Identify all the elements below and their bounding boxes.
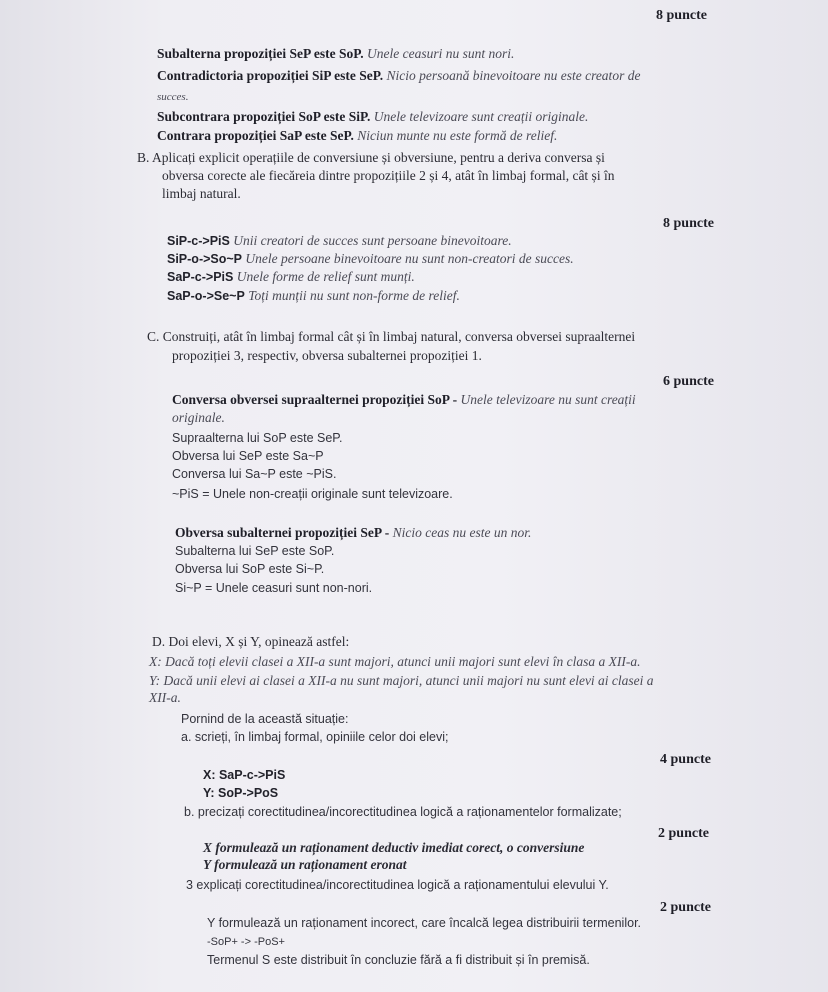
d-student-y-opinion-cont: XII-a. xyxy=(149,690,181,705)
d-b-points: 2 puncte xyxy=(658,826,709,841)
b-task-line-3: limbaj natural. xyxy=(162,186,241,201)
a-line-4-statement: Contrara propoziției SaP este SeP. xyxy=(157,128,354,143)
c-step-2: Obversa lui SeP este Sa~P xyxy=(172,449,324,463)
a-line-2 xyxy=(157,68,640,84)
b-task-line-2: obversa corecte ale fiecăreia dintre propozițiile 2 și 4, atât în limbaj formal, cât și în xyxy=(162,168,615,183)
c-substep-2: Obversa lui SoP este Si~P. xyxy=(175,562,325,576)
d-subtask-a: a. scrieți, în limbaj formal, opiniile celor doi elevi; xyxy=(181,730,449,744)
c-substep-1: Subalterna lui SeP este SoP. xyxy=(175,544,335,558)
b-answer-1-formal: SiP-c->PiS xyxy=(167,234,230,248)
d-subtask-b: b. precizați corectitudinea/incorectitudinea logică a raționamentelor formalizate; xyxy=(184,805,622,819)
d-c-answer-3: Termenul S este distribuit în concluzie fără a fi distribuit și în premisă. xyxy=(207,953,590,967)
c-heading-2-example: Nicio ceas nu este un nor. xyxy=(392,525,532,540)
d-c-answer-1: Y formulează un raționament incorect, care încalcă legea distribuirii termenilor. xyxy=(207,916,642,930)
c-points: 6 puncte xyxy=(663,374,714,389)
c-step-3: Conversa lui Sa~P este ~PiS. xyxy=(172,467,337,481)
b-points: 8 puncte xyxy=(663,216,714,231)
a-line-1-example: Unele ceasuri nu sunt nori. xyxy=(367,46,515,61)
c-heading-1-example: Unele televizoare nu sunt creații xyxy=(460,392,636,407)
a-line-3-example: Unele televizoare sunt creații originale. xyxy=(373,109,589,124)
c-heading-2-bold: Obversa subalternei propoziției SeP - xyxy=(175,525,390,540)
b-task-line-1: B. Aplicați explicit operațiile de conversiune și obversiune, pentru a deriva conversa și xyxy=(137,150,605,165)
a-line-2-statement: Contradictoria propoziției SiP este SeP. xyxy=(157,68,384,83)
a-line-2-continuation: succes. xyxy=(157,91,189,103)
a-line-2-example: Nicio persoană binevoitoare nu este creator de xyxy=(386,68,641,83)
b-answer-3-natural: Unele forme de relief sunt munți. xyxy=(236,269,415,284)
c-substep-3: Si~P = Unele ceasuri sunt non-nori. xyxy=(175,581,373,595)
d-c-points: 2 puncte xyxy=(660,900,711,915)
a-line-1 xyxy=(157,46,514,62)
b-answer-4-natural: Toți munții nu sunt non-forme de relief. xyxy=(248,288,460,303)
b-answer-3 xyxy=(167,269,415,285)
b-answer-2 xyxy=(167,251,574,267)
d-subtask-c: 3 explicați corectitudinea/incorectitudinea logică a raționamentului elevului Y. xyxy=(186,878,609,892)
b-answer-1-natural: Unii creatori de succes sunt persoane binevoitoare. xyxy=(233,233,512,248)
b-answer-4-formal: SaP-o->Se~P xyxy=(167,289,245,303)
d-pornind: Pornind de la această situație: xyxy=(181,712,349,726)
b-answer-3-formal: SaP-c->PiS xyxy=(167,270,234,284)
c-heading-2 xyxy=(175,525,531,541)
d-b-answer-2: Y formulează un raționament eronat xyxy=(203,857,407,872)
d-c-answer-2: -SoP+ -> -PoS+ xyxy=(207,936,285,948)
b-answer-2-formal: SiP-o->So~P xyxy=(167,252,243,266)
c-step-4: ~PiS = Unele non-creații originale sunt televizoare. xyxy=(172,487,453,501)
c-step-1: Supraalterna lui SoP este SeP. xyxy=(172,431,343,445)
d-x-formal: X: SaP-c->PiS xyxy=(203,768,286,782)
d-task-line-1: D. Doi elevi, X și Y, opinează astfel: xyxy=(152,634,350,649)
b-answer-1 xyxy=(167,233,512,249)
d-a-points: 4 puncte xyxy=(660,752,711,767)
d-y-formal: Y: SoP->PoS xyxy=(203,786,279,800)
d-student-y-opinion: Y: Dacă unii elevi ai clasei a XII-a nu sunt majori, atunci unii majori nu sunt elevi ai clasei a xyxy=(149,673,654,688)
c-heading-1-continuation: originale. xyxy=(172,410,225,425)
a-line-4 xyxy=(157,128,557,144)
d-b-answer-1: X formulează un raționament deductiv imediat corect, o conversiune xyxy=(203,840,585,855)
c-heading-1-bold: Conversa obversei supraalternei propoziției SoP - xyxy=(172,392,458,407)
b-answer-4 xyxy=(167,288,460,304)
a-line-3-statement: Subcontrara propoziției SoP este SiP. xyxy=(157,109,371,124)
a-line-3 xyxy=(157,109,588,125)
a-line-4-example: Niciun munte nu este formă de relief. xyxy=(357,128,558,143)
b-answer-2-natural: Unele persoane binevoitoare nu sunt non-creatori de succes. xyxy=(245,251,574,266)
c-heading-1 xyxy=(172,392,636,408)
header-points: 8 puncte xyxy=(656,8,707,23)
d-student-x-opinion: X: Dacă toți elevii clasei a XII-a sunt majori, atunci unii majori sunt elevi în clasa a XII-a. xyxy=(149,654,641,669)
c-task-line-2: propoziției 3, respectiv, obversa subalternei propoziției 1. xyxy=(172,348,482,363)
c-task-line-1: C. Construiți, atât în limbaj formal cât și în limbaj natural, conversa obversei supraalternei xyxy=(147,329,636,344)
a-line-1-statement: Subalterna propoziției SeP este SoP. xyxy=(157,46,364,61)
